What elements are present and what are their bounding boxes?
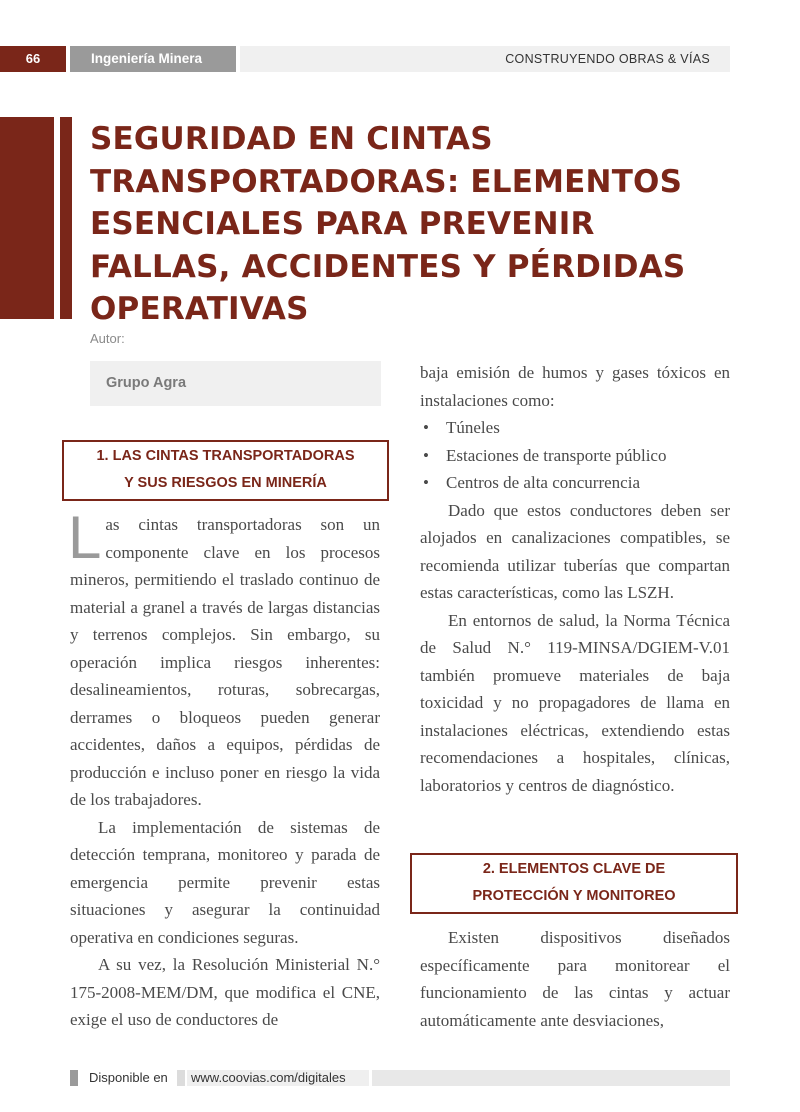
footer-available-label: Disponible en: [89, 1070, 168, 1085]
footer-marker: [70, 1070, 78, 1086]
magazine-name: CONSTRUYENDO OBRAS & VÍAS: [240, 46, 730, 72]
article-title: SEGURIDAD EN CINTAS TRANSPORTADORAS: ELEMENTOS ESENCIALES PARA PREVENIR FALLAS, ACCIDENTES Y PÉRDIDAS OPERATIVAS: [90, 121, 686, 327]
section-2-paragraph-1: Existen dispositivos diseñados específicamente para monitorear el funcionamiento de las cintas y actuar automáticamente ante desviaciones,: [420, 928, 730, 1030]
col1-paragraph-3: A su vez, la Resolución Ministerial N.° 175-2008-MEM/DM, que modifica el CNE, exige el uso de conductores de: [70, 955, 380, 1029]
right-column-lower: [420, 924, 730, 1034]
footer-divider: [177, 1070, 185, 1086]
left-column: [68, 504, 380, 1034]
col2-paragraph-2: Dado que estos conductores deben ser alojados en canalizaciones compatibles, se recomienda utilizar tuberías que compartan estas características, como las LSZH.: [420, 500, 730, 602]
list-item: • Centros de alta concurrencia: [420, 469, 730, 497]
section-1-heading-line1: 1. LAS CINTAS TRANSPORTADORAS: [96, 448, 355, 464]
drop-cap: L: [68, 504, 102, 571]
title-accent-stripe: [60, 117, 72, 319]
list-item: • Estaciones de transporte público: [420, 442, 730, 470]
list-item: • Túneles: [420, 414, 730, 442]
section-2-heading-line1: 2. ELEMENTOS CLAVE DE: [482, 861, 666, 877]
section-2-heading: [410, 853, 738, 914]
footer-bar: [372, 1070, 730, 1086]
section-2-heading-line2: PROTECCIÓN Y MONITOREO: [472, 888, 676, 904]
author-name: Grupo Agra: [90, 361, 381, 406]
page-header: [0, 46, 730, 72]
col2-paragraph-1: baja emisión de humos y gases tóxicos en instalaciones como:: [420, 363, 730, 410]
section-1-heading-line2: Y SUS RIESGOS EN MINERÍA: [124, 475, 327, 491]
col1-paragraph-1: [68, 504, 380, 814]
page-footer: [70, 1070, 730, 1086]
col2-paragraph-3: En entornos de salud, la Norma Técnica de Salud N.° 119-MINSA/DGIEM-V.01 también promueve materiales de baja toxicidad y no propagadores de llama en instalaciones eléctricas, extendiendo estas recomendaciones a hospitales, clínicas, laboratorios y centros de diagnóstico.: [420, 610, 730, 795]
col1-paragraph-1-text: as cintas transportadoras son un componente clave en los procesos mineros, permitiendo el traslado continuo de material a granel a través de largas distancias y terrenos complejos. Sin embargo, su operación implica riesgos inherentes: desalineamientos, roturas, sobrecargas, derrames o bloqueos pueden generar accidentes, daños a equipos, pérdidas de producción e incluso poner en riesgo la vida de los trabajadores.: [70, 515, 380, 809]
section-tab: Ingeniería Minera: [70, 46, 236, 72]
bullet-list: [420, 414, 730, 497]
footer-url-link[interactable]: www.coovias.com/digitales: [187, 1070, 369, 1086]
author-label: Autor:: [90, 331, 125, 346]
section-1-heading: [62, 440, 389, 501]
title-accent-bar: [0, 117, 54, 319]
page-number: 66: [0, 46, 66, 72]
right-column: [420, 359, 730, 799]
col1-paragraph-2: La implementación de sistemas de detección temprana, monitoreo y parada de emergencia permite prevenir estas situaciones y asegurar la continuidad operativa en condiciones seguras.: [70, 817, 380, 947]
